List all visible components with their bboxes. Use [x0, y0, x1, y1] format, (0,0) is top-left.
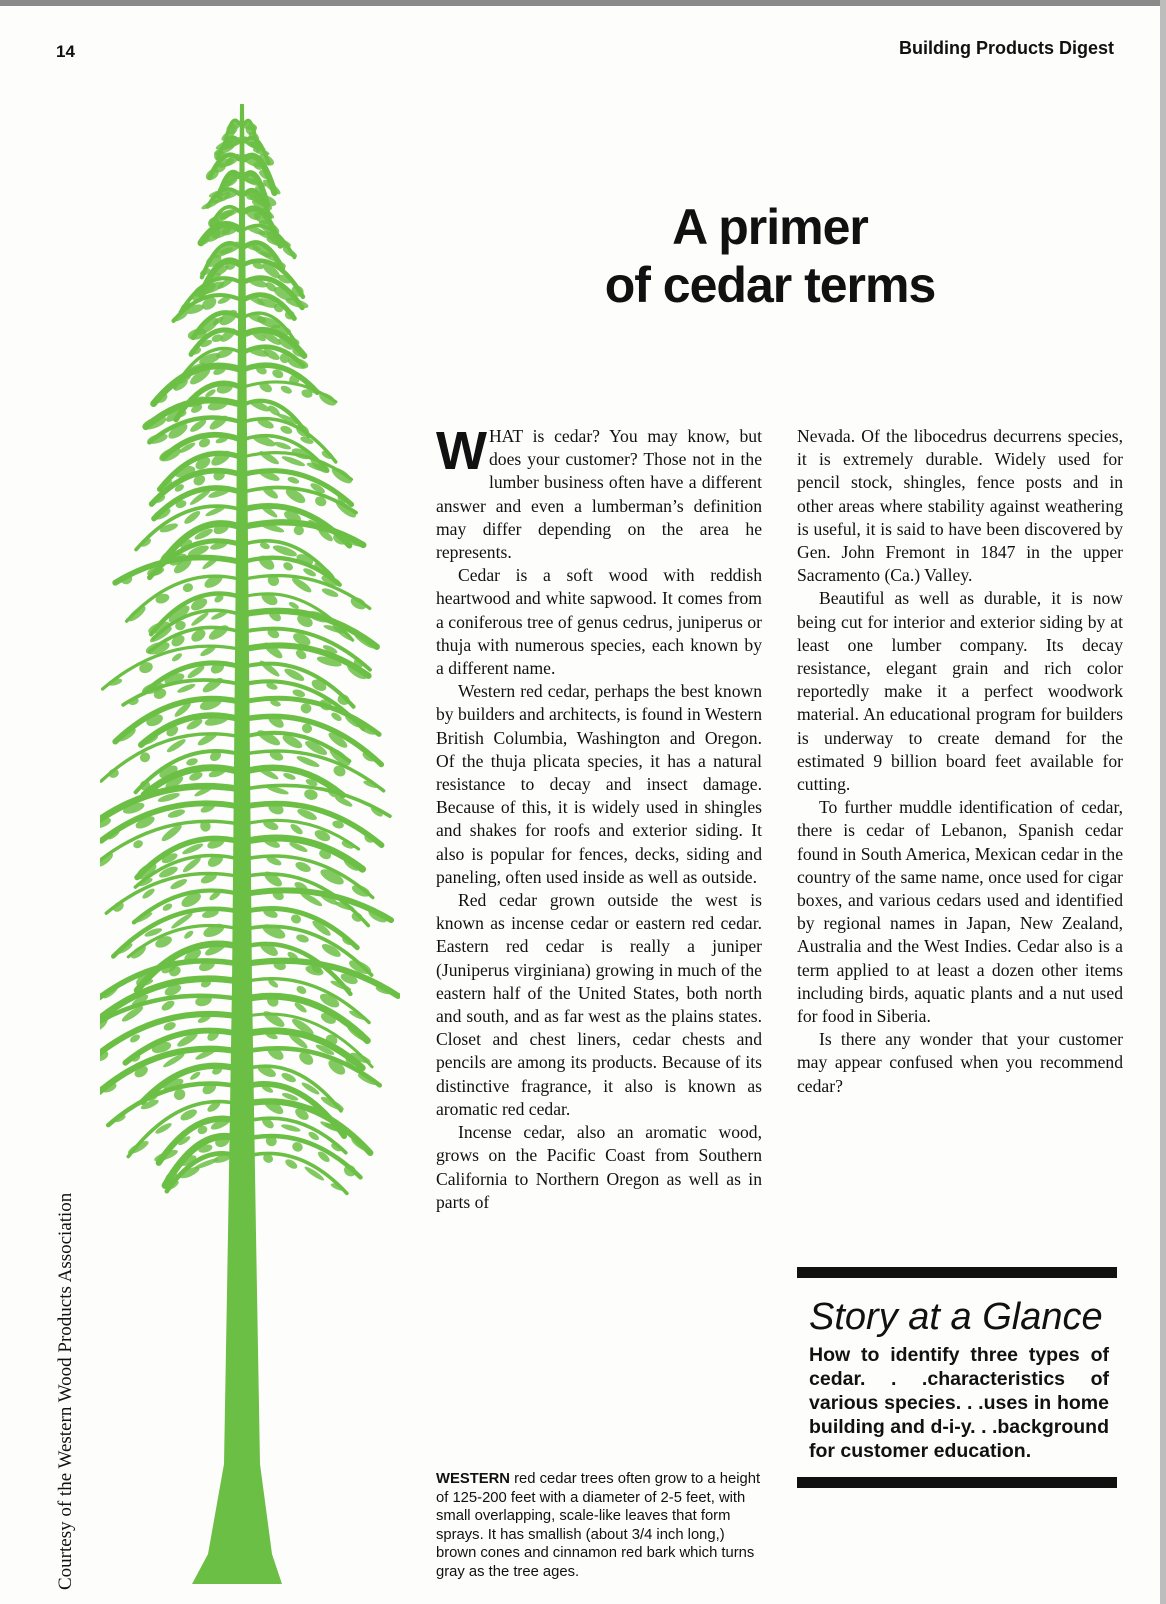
caption-lead: WESTERN — [436, 1471, 510, 1487]
tree-foliage — [183, 929, 195, 940]
tree-foliage — [279, 384, 293, 395]
paragraph: Nevada. Of the libocedrus decurrens species, it is extremely durable. Widely used for pencil stock, shingles, fence posts and in other areas where stability against weathering is useful, it is said to have been discovered by Gen. John Fremont in 1847 in the upper Sacramento (Ca.) Valley. — [797, 426, 1123, 586]
photo-credit: Courtesy of the Western Wood Products Association — [55, 1192, 76, 1590]
page-number: 14 — [56, 42, 75, 61]
tree-foliage — [255, 727, 282, 748]
caption-text: red cedar trees often grow to a height of 125-200 feet with a diameter of 2-5 feet, with small overlapping, scale-like leaves that form sprays. It has smallish (about 3/4 inch long,) brown cones and cinnamon red bark which turns gray as the tree ages. — [436, 1471, 761, 1580]
tree-foliage — [295, 984, 308, 995]
sidebar-title: Story at a Glance — [809, 1296, 1103, 1338]
tree-foliage — [182, 582, 195, 593]
paragraph: To further muddle identification of cedar, there is cedar of Lebanon, Spanish cedar found in South America, Mexican cedar in the country of the same name, once used for cigar boxes, and various cedars used and identified by regional names in Japan, New Zealand, Australia and the West Indies. Cedar also is a term applied to at least a dozen other items including birds, aquatic plants and a nut used for food in Siberia. — [797, 797, 1123, 1027]
article-column-1 — [436, 421, 762, 1214]
tree-foliage — [261, 1008, 287, 1029]
tree-foliage — [282, 561, 295, 573]
drop-cap: W — [436, 421, 487, 481]
tree-foliage — [185, 757, 198, 767]
sidebar-rule-bottom — [797, 1477, 1117, 1488]
tree-foliage — [126, 1139, 150, 1157]
tree-foliage — [287, 476, 300, 485]
tree-foliage — [171, 652, 184, 663]
cedar-tree-illustration — [100, 84, 400, 1594]
tree-foliage — [262, 869, 285, 889]
article-title — [560, 198, 980, 314]
paragraph: Red cedar grown outside the west is known as incense cedar or eastern red cedar. Eastern red cedar is really a juniper (Juniperus virginiana) growing in much of the eastern half of the United States, both north and south, and as far west as the plains states. Closet and chest liners, cedar chests and pencils are among its products. Because of its distinctive fragrance, it also is known as aromatic red cedar. — [436, 890, 762, 1119]
tree-foliage — [260, 921, 287, 941]
tree-foliage — [350, 883, 372, 899]
title-line-1: A primer — [672, 199, 868, 255]
title-line-2: of cedar terms — [604, 257, 936, 313]
tree-foliage — [107, 768, 120, 780]
tree-foliage — [350, 911, 364, 924]
tree-foliage — [126, 604, 148, 624]
right-edge — [1160, 0, 1166, 1604]
paragraph: Is there any wonder that your customer may appear confused when you recommend cedar? — [797, 1029, 1123, 1096]
tree-branch — [245, 1136, 361, 1177]
paragraph: Western red cedar, perhaps the best known by builders and architects, is found in Western British Columbia, Washington and Oregon. Of the thuja plicata species, it has a natural resistance to decay and insect damage. Because of this, it is widely used in shingles and shakes for roofs and exterior siding. It also is popular for fences, decks, siding and paneling, often used inside as well as outside. — [436, 681, 762, 887]
sidebar-body: How to identify three types of cedar. . .characteristics of various species. . .uses in home building and d-i-y. . .background for customer education. — [809, 1344, 1109, 1462]
paragraph: Cedar is a soft wood with reddish heartwood and white sapwood. It comes from a coniferous tree of genus cedrus, juniperus or thuja with numerous species, each known by a different name. — [436, 565, 762, 679]
image-caption — [436, 1470, 762, 1582]
tree-foliage — [295, 933, 310, 944]
tree-foliage — [100, 815, 112, 831]
top-edge — [0, 0, 1166, 6]
tree-branch — [128, 1102, 239, 1157]
paragraph: WHAT is cedar? You may know, but does your customer? Those not in the lumber business often have a different answer and even a lumberman’s definition may differ depending on the area he represents. — [436, 421, 762, 563]
publication-name: Building Products Digest — [898, 38, 1114, 58]
tree-foliage — [201, 921, 226, 940]
article-column-2 — [797, 425, 1123, 1098]
sidebar-rule-top — [797, 1267, 1117, 1278]
tree-branch — [245, 1153, 347, 1193]
paragraph: Beautiful as well as durable, it is now being cut for interior and exterior siding by at least one lumber company. Its decay resistance, elegant grain and rich color reportedly make it a perfect woodwork material. An educational program for builders is underway to create demand for the estimated 9 billion board feet available for cutting. — [797, 588, 1123, 795]
tree-foliage — [207, 622, 231, 642]
paragraph: Incense cedar, also an aromatic wood, grows on the Pacific Coast from Southern California to Northern Oregon as well as in parts of — [436, 1122, 762, 1212]
